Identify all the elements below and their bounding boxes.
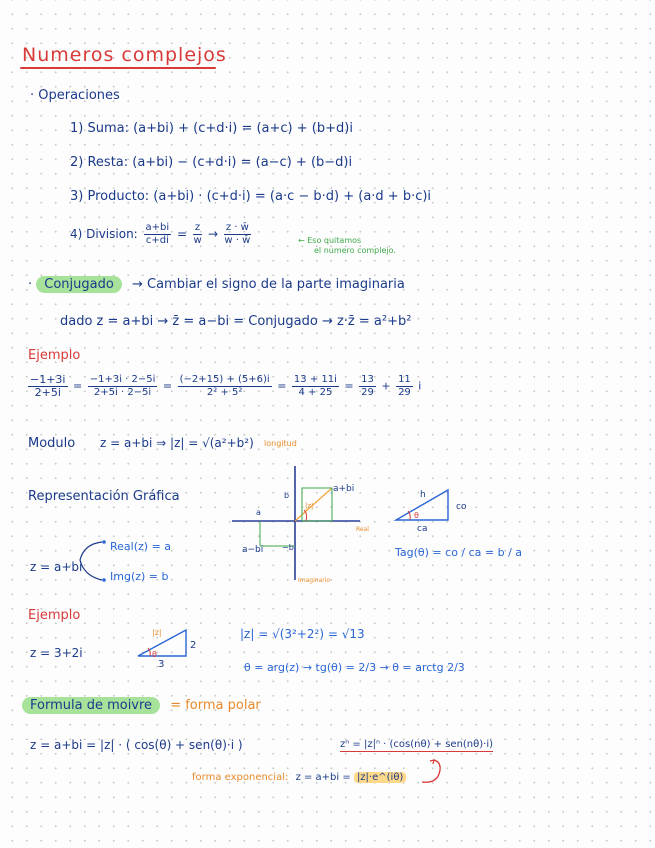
division-label: 4) Division: [70, 227, 138, 241]
imag-axis-label: Imaginario [298, 577, 331, 584]
modulus-vector [295, 488, 332, 521]
conjugado-desc: → Cambiar el signo de la parte imaginaria [131, 277, 405, 292]
moivre-exp-arrow [416, 758, 446, 786]
moivre-exp-value: |z|·e^(iθ) [354, 772, 406, 783]
conjugado-formula: dado z = a+bi → z̄ = a−bi = Conjugado → z·z̄ = a²+b² [60, 314, 412, 329]
ejemplo-label-2: Ejemplo [28, 608, 81, 623]
ejemplo-label-1: Ejemplo [28, 348, 81, 363]
moivre-polar: = forma polar [170, 698, 261, 713]
modulo-label: Modulo [28, 436, 76, 451]
page-title: Numeros complejos [22, 44, 227, 66]
producto-formula: 3) Producto: (a+bi) · (c+d·i) = (a·c − b·d) + (a·d + b·c)i [70, 189, 432, 204]
division-arrow: → [207, 227, 219, 241]
ex-tri-side: 2 [190, 640, 197, 651]
ej1-frac-6: $\frac{11}{29}$ [398, 374, 411, 398]
moivre-exp-formula: z = a+bi = [295, 772, 351, 783]
tri-theta-label: θ [414, 511, 419, 520]
resta-formula: 2) Resta: (a+bi) − (c+d·i) = (a−c) + (b−d)i [70, 155, 353, 170]
ejemplo-2-z: z = 3+2i [30, 646, 83, 660]
ex-tri-base: 3 [158, 659, 165, 670]
ejemplo-1-computation: $\frac{-1+3i}{2+5i}$ = $\frac{-1+3i \cdot 2-5i}{2+5i \cdot 2-5i}$ = $\frac{(-2+15) + (5+6)i}{\text{2² + 5²}}$ = $\frac{13 + 11i}{4 + 25}$ = $\frac{13}{29}$ + $\frac{11}{29}$ i [30, 373, 422, 399]
moivre-label: Formula de moivre [22, 697, 160, 714]
axis-b-label: b [284, 491, 290, 500]
ej1-frac-2: $\frac{-1+3i \cdot 2-5i}{2+5i \cdot 2-5i}$ [89, 374, 156, 398]
ej1-frac-1: $\frac{-1+3i}{2+5i}$ [30, 373, 66, 399]
tan-formula: Tag(θ) = co / ca = b / a [395, 546, 523, 559]
division-frac-1: $\frac{a+bi}{c+di}$ [145, 222, 170, 246]
moivre-exp-label: forma exponencial: [192, 772, 289, 783]
modulo-formula: z = a+bi ⇒ |z| = √(a²+b²) [100, 436, 254, 450]
axis-a-label: a [256, 508, 261, 517]
operaciones-header: · Operaciones [30, 88, 120, 103]
ex-tri-hyp: |z| [152, 628, 162, 637]
division-row: 4) Division: $\frac{a+bi}{c+di}$ = $\frac{z}{w}$ → $\frac{z \cdot w̄}{w \cdot w̄}$ [70, 222, 251, 246]
grafica-z-def: z = a+bi [30, 560, 83, 574]
division-frac-2: $\frac{z}{w}$ [193, 222, 202, 246]
tri-h-label: h [420, 490, 426, 500]
conjugado-row: · Conjugado → Cambiar el signo de la parte imaginaria [28, 277, 405, 292]
ej1-frac-3: $\frac{(-2+15) + (5+6)i}{\text{2² + 5²}}$ [179, 374, 270, 398]
moivre-exp-row [192, 771, 406, 785]
ej1-frac-4: $\frac{13 + 11i}{4 + 25}$ [293, 374, 337, 398]
ex-tri-theta: θ [152, 650, 157, 659]
example-triangle [136, 628, 190, 658]
real-axis-label: Real [356, 526, 369, 533]
conjugado-label: Conjugado [36, 276, 122, 293]
point-label: a+bi [333, 484, 355, 494]
moivre-z-polar: z = a+bi = |z| · ( cos(θ) + sen(θ)·i ) [30, 738, 243, 752]
conj-point-label: a−bi [242, 545, 264, 555]
ejemplo-2-modulo: |z| = √(3²+2²) = √13 [240, 627, 365, 641]
title-underline [20, 67, 216, 69]
axis-neg-b-label: −b [282, 543, 294, 552]
grafica-imag-def: Img(z) = b [110, 570, 169, 583]
ejemplo-2-theta: θ = arg(z) → tg(θ) = 2/3 → θ = arctg 2/3 [244, 661, 465, 674]
tri-co-label: co [456, 502, 467, 512]
division-note: ← Eso quitamos el numero complejo. [298, 236, 396, 255]
ej1-frac-5: $\frac{13}{29}$ [361, 374, 374, 398]
grafica-real-def: Real(z) = a [110, 540, 172, 553]
moivre-row [22, 699, 261, 713]
tri-ca-label: ca [417, 524, 428, 534]
modulus-label: |z| [305, 502, 314, 510]
suma-formula: 1) Suma: (a+bi) + (c+d·i) = (a+c) + (b+d)i [70, 121, 353, 136]
modulo-note: longitud [264, 439, 297, 448]
moivre-zn: zⁿ = |z|ⁿ · (cos(nθ) + sen(nθ)·i) [340, 739, 494, 750]
division-frac-3: $\frac{z \cdot w̄}{w \cdot w̄}$ [224, 222, 251, 246]
grafica-label: Representación Gráfica [28, 489, 180, 504]
grafica-brace [74, 538, 114, 584]
